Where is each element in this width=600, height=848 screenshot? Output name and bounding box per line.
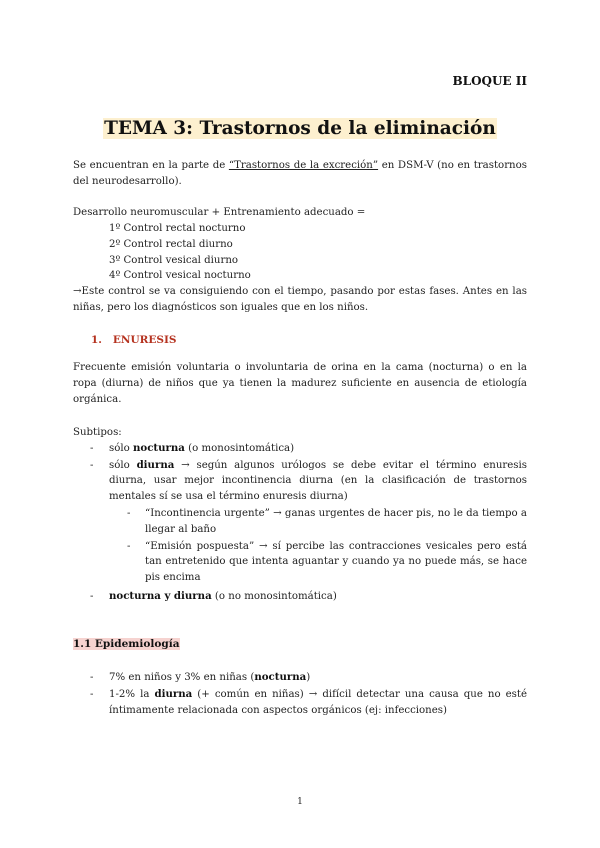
list-item: - sólo diurna → según algunos urólogos se debe evitar el término enuresis diurna, usar mejor incontinencia diurna (en la clasificación de trastornos mentales sí se usa el término enuresis diurna) [90, 458, 528, 503]
epidemiology-list [73, 670, 527, 718]
section-heading-epidemiologia: 1.1 Epidemiología [73, 638, 180, 650]
sub-list-item: - “Emisión pospuesta” → sí percibe las contracciones vesicales pero está tan entretenido que intenta aguantar y cuando ya no puede más, se hace pis encima [127, 540, 527, 584]
list-item: - sólo nocturna (o monosintomática) [90, 441, 295, 454]
intro-paragraph [73, 158, 527, 190]
step: 1º Control rectal nocturno [109, 223, 246, 234]
enuresis-definition: Frecuente emisión voluntaria o involuntaria de orina en la cama (nocturna) o en la ropa (diurna) de niños que ya tienen la madurez suficiente en ausencia de etiología orgánica. [73, 362, 527, 405]
text: Se encuentran en la parte de [73, 160, 229, 171]
step: 4º Control vesical nocturno [109, 270, 251, 282]
list-item: - nocturna y diurna (o no monosintomática) [90, 589, 337, 602]
subtypes-section [73, 425, 527, 605]
sub-list-item: - “Incontinencia urgente” → ganas urgentes de hacer pis, no le da tiempo a llegar al baño [127, 507, 527, 535]
development-text: Desarrollo neuromuscular + Entrenamiento adecuado = [73, 207, 366, 218]
block-label: BLOQUE II [452, 74, 527, 88]
steps-list [73, 221, 527, 284]
control-note: →Este control se va consiguiendo con el tiempo, pasando por estas fases. Antes en las niñas, pero los diagnósticos son iguales que en los niños. [73, 286, 527, 313]
step: 3º Control vesical diurno [109, 254, 239, 266]
page-title: TEMA 3: Trastornos de la eliminación [104, 118, 496, 139]
list-item: - 7% en niños y 3% en niñas (nocturna) [90, 671, 311, 683]
subtypes-label: Subtipos: [73, 427, 122, 438]
text: en DSM-V (no en trastornos del neurodesarrollo). [73, 160, 527, 187]
step: 2º Control rectal diurno [109, 238, 233, 250]
dsm-reference: “Trastornos de la excreción” [228, 160, 379, 171]
page-number: 1 [297, 797, 303, 807]
list-item: - 1-2% la diurna (+ común en niñas) → difícil detectar una causa que no esté íntimamente relacionada con aspectos orgánicos (ej: infecciones) [90, 687, 527, 716]
section-heading-enuresis: 1. ENURESIS [91, 334, 177, 346]
